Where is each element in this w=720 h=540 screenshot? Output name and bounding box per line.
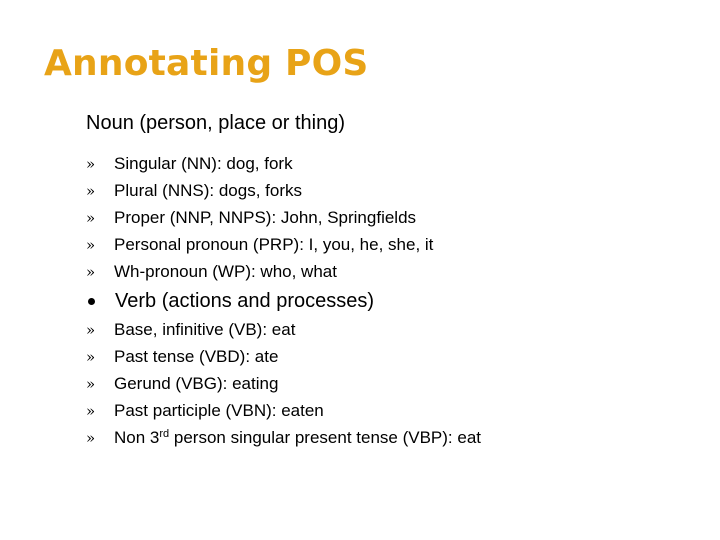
noun-item-text: Proper (NNP, NNPS): John, Springfields (114, 208, 417, 227)
verb-last-suffix: person singular present tense (VBP): eat (169, 428, 481, 447)
verb-last-superscript: rd (159, 427, 170, 440)
bullet-chevron-icon: » (86, 321, 96, 339)
bullet-chevron-icon: » (86, 402, 96, 420)
noun-item-text: Wh-pronoun (WP): who, what (114, 262, 337, 281)
bullet-chevron-icon: » (86, 209, 96, 227)
noun-heading: Noun (person, place or thing) (86, 112, 346, 134)
verb-heading-row (88, 288, 374, 314)
bullet-chevron-icon: » (86, 236, 96, 254)
noun-item-text: Personal pronoun (PRP): I, you, he, she, it (114, 235, 434, 254)
verb-item-text: Past tense (VBD): ate (114, 347, 279, 366)
noun-item-text: Singular (NN): dog, fork (114, 154, 293, 173)
bullet-dot-icon (88, 298, 95, 305)
verb-item-text: Gerund (VBG): eating (114, 374, 279, 393)
slide-title: Annotating POS (44, 43, 369, 84)
bullet-chevron-icon: » (86, 375, 96, 393)
bullet-chevron-icon: » (86, 429, 96, 447)
bullet-chevron-icon: » (86, 348, 96, 366)
verb-heading: Verb (actions and processes) (115, 290, 375, 312)
verb-item-text: Past participle (VBN): eaten (114, 401, 324, 420)
bullet-chevron-icon: » (86, 155, 96, 173)
verb-item-text: Base, infinitive (VB): eat (114, 320, 296, 339)
verb-last-prefix: Non 3 (114, 428, 160, 447)
bullet-chevron-icon: » (86, 182, 96, 200)
verb-item-text (114, 425, 481, 451)
bullet-chevron-icon: » (86, 263, 96, 281)
noun-item-text: Plural (NNS): dogs, forks (114, 181, 302, 200)
